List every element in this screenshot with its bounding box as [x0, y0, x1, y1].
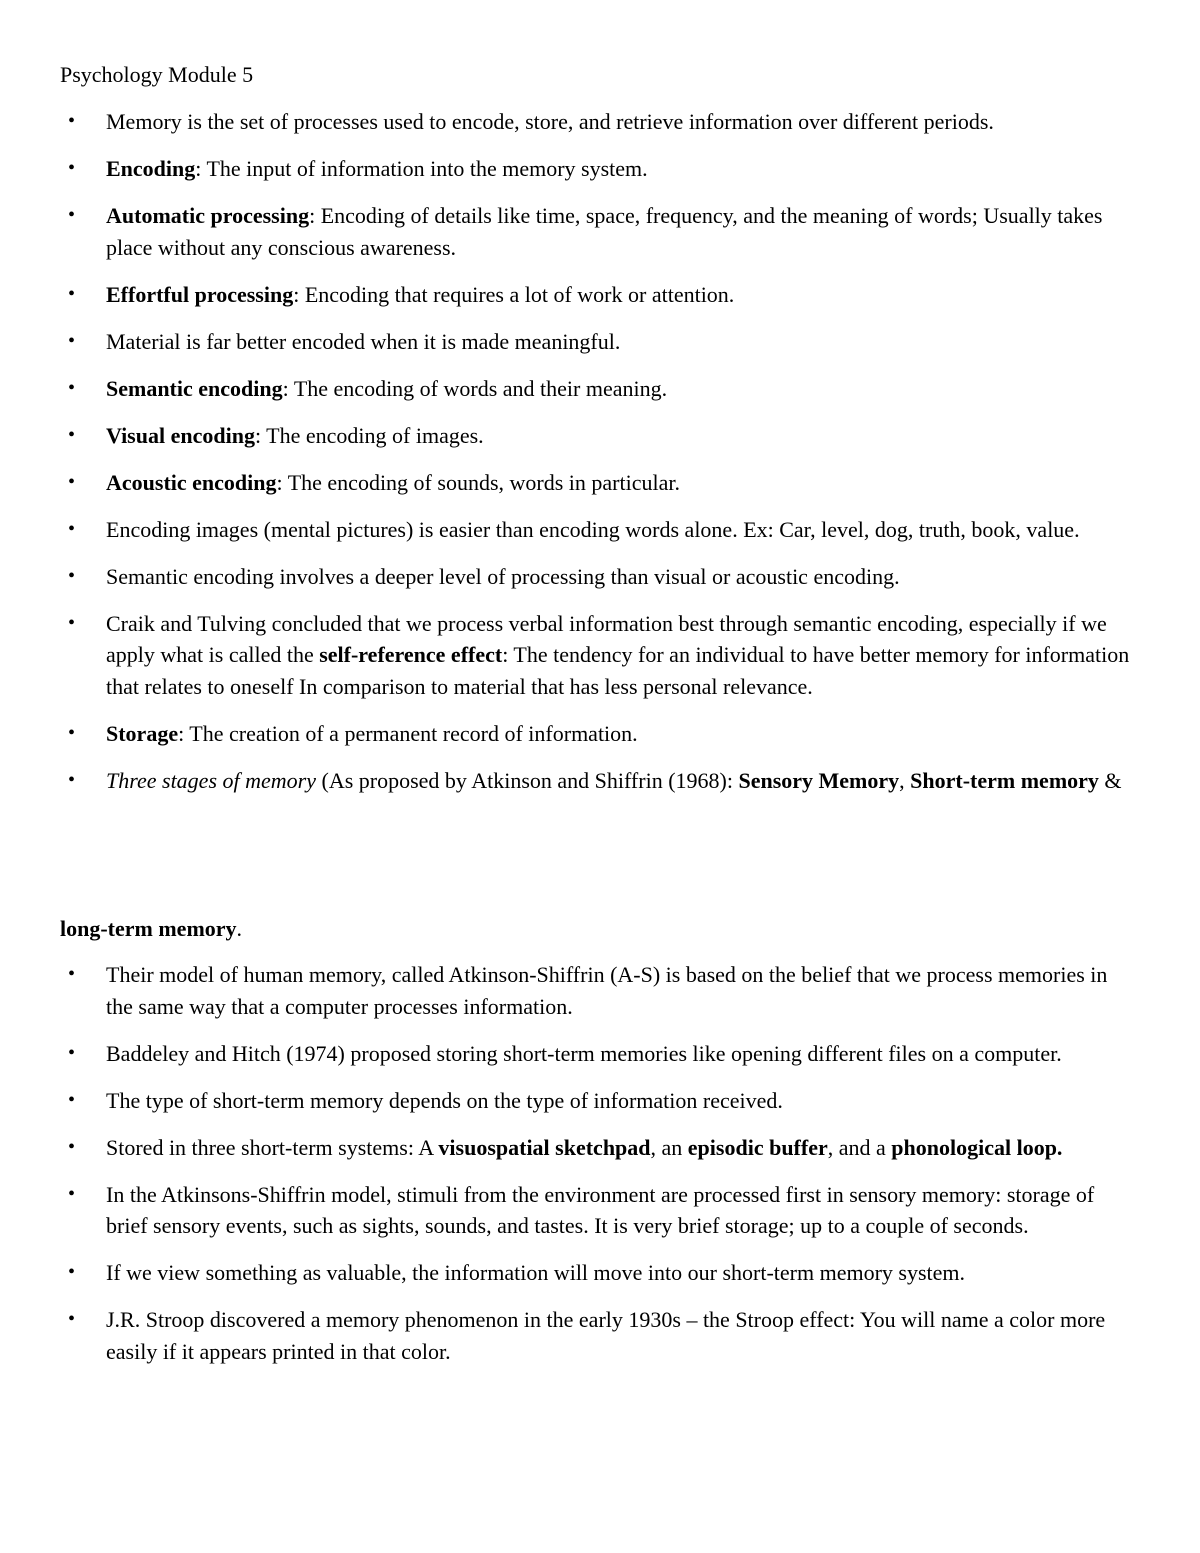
- italic-term: Three stages of memory: [106, 767, 316, 793]
- term: Sensory Memory: [738, 767, 900, 793]
- list-item: • The type of short-term memory depends on the type of information received.: [0, 1085, 1200, 1117]
- list-item: • Three stages of memory (As proposed by Atkinson and Shiffrin (1968): Sensory Memory, Short-term memory &: [0, 765, 1200, 797]
- term: Storage: [106, 720, 179, 746]
- bullet-icon: •: [68, 1261, 76, 1283]
- list-item: • Encoding images (mental pictures) is easier than encoding words alone. Ex: Car, level, dog, truth, book, value.: [0, 514, 1200, 546]
- notes-list-part-1: [0, 106, 1200, 812]
- term: Acoustic encoding: [106, 469, 277, 495]
- bullet-icon: •: [68, 1088, 76, 1111]
- bullet-icon: •: [68, 721, 76, 744]
- list-item: • If we view something as valuable, the information will move into our short-term memory system.: [0, 1257, 1200, 1289]
- bullet-icon: •: [68, 110, 76, 132]
- term: Short-term memory: [910, 767, 1099, 793]
- term: Semantic encoding: [106, 375, 283, 401]
- list-item: • Effortful processing: Encoding that requires a lot of work or attention.: [0, 279, 1200, 311]
- bullet-icon: •: [68, 329, 76, 352]
- list-item: • Semantic encoding involves a deeper level of processing than visual or acoustic encoding.: [0, 561, 1200, 593]
- list-item: • Craik and Tulving concluded that we process verbal information best through semantic encoding, especially if we apply what is called the self-reference effect: The tendency for an individual to have better memory for information that relates to oneself In comparison to material that has less personal relevance.: [0, 608, 1200, 703]
- bullet-icon: •: [68, 423, 76, 446]
- page-title: Psychology Module 5: [60, 62, 254, 87]
- bullet-icon: •: [68, 564, 76, 587]
- list-item: • Stored in three short-term systems: A visuospatial sketchpad, an episodic buffer, and a phonological loop.: [0, 1132, 1200, 1164]
- term: episodic buffer: [687, 1134, 828, 1160]
- bullet-icon: •: [68, 204, 76, 226]
- bullet-icon: •: [68, 282, 76, 305]
- bullet-icon: •: [68, 1308, 76, 1330]
- list-item: • Baddeley and Hitch (1974) proposed storing short-term memories like opening different files on a computer.: [0, 1038, 1200, 1070]
- list-item: • Material is far better encoded when it is made meaningful.: [0, 326, 1200, 358]
- term: long-term memory: [60, 916, 237, 941]
- list-item: • J.R. Stroop discovered a memory phenomenon in the early 1930s – the Stroop effect: You will name a color more easily if it appears printed in that color.: [0, 1304, 1200, 1367]
- term: Effortful processing: [106, 281, 294, 307]
- bullet-icon: •: [68, 963, 76, 985]
- notes-list-part-2: [0, 959, 1200, 1383]
- list-item: • Visual encoding: The encoding of images.: [0, 420, 1200, 452]
- list-item: • In the Atkinsons-Shiffrin model, stimuli from the environment are processed first in sensory memory: storage of brief sensory events, such as sights, sounds, and tastes. It is very brief storage; up to a couple of seconds.: [0, 1179, 1200, 1242]
- list-item: • Storage: The creation of a permanent record of information.: [0, 718, 1200, 750]
- bullet-icon: •: [68, 1135, 76, 1158]
- term: Automatic processing: [106, 203, 310, 228]
- term: Encoding: [106, 156, 196, 181]
- term: self-reference effect: [319, 642, 503, 667]
- list-item: • Memory is the set of processes used to encode, store, and retrieve information over different periods.: [0, 106, 1200, 138]
- bullet-icon: •: [68, 376, 76, 399]
- term: visuospatial sketchpad: [438, 1134, 651, 1160]
- list-item: • Semantic encoding: The encoding of words and their meaning.: [0, 373, 1200, 405]
- bullet-icon: •: [68, 611, 76, 634]
- list-item: • Automatic processing: Encoding of details like time, space, frequency, and the meaning of words; Usually takes place without any conscious awareness.: [0, 200, 1200, 263]
- continuation-paragraph: long-term memory.: [60, 916, 243, 941]
- list-item: • Their model of human memory, called Atkinson-Shiffrin (A-S) is based on the belief that we process memories in the same way that a computer processes information.: [0, 959, 1200, 1022]
- list-item: • Encoding: The input of information into the memory system.: [0, 153, 1200, 185]
- term: phonological loop.: [891, 1134, 1063, 1160]
- bullet-icon: •: [68, 470, 76, 493]
- bullet-icon: •: [68, 768, 76, 791]
- bullet-icon: •: [68, 157, 76, 179]
- list-item: • Acoustic encoding: The encoding of sounds, words in particular.: [0, 467, 1200, 499]
- bullet-icon: •: [68, 517, 76, 540]
- bullet-icon: •: [68, 1182, 76, 1205]
- term: Visual encoding: [106, 422, 255, 448]
- bullet-icon: •: [68, 1041, 76, 1064]
